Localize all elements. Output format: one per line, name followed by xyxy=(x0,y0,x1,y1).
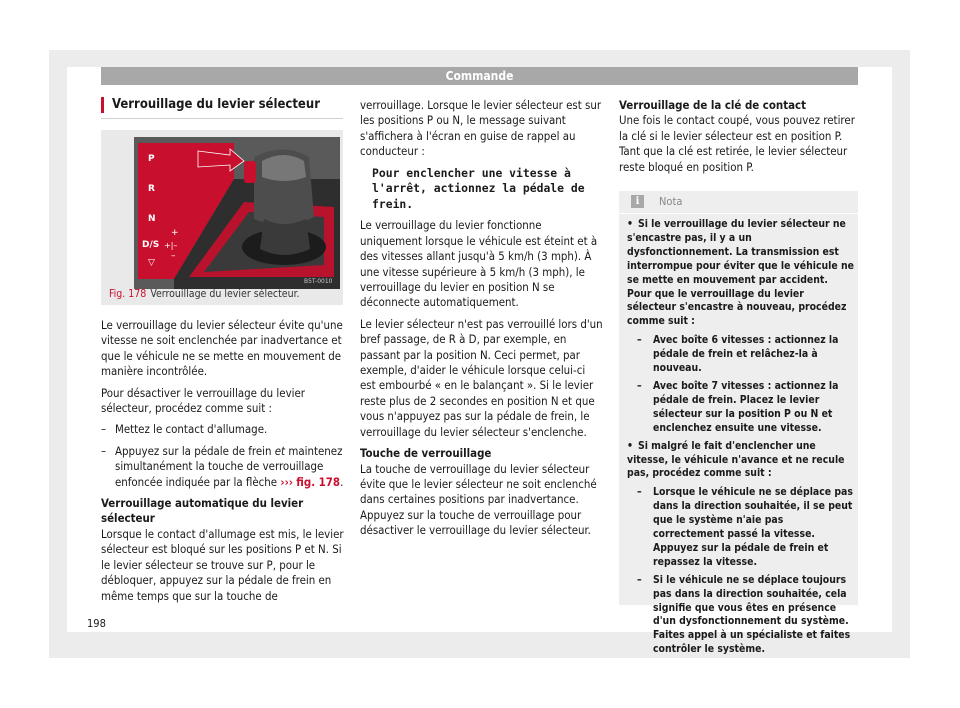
subheading: Verrouillage de la clé de contact xyxy=(619,98,806,112)
note-title: Nota xyxy=(659,195,683,208)
note-subitem: – Si le véhicule ne se déplace toujours pas dans la direction souhaitée, cela signifie que vous êtes en présence d'un dysfonctionnement du système. Faites appel à un spécialiste et faites contrôler le système. xyxy=(627,574,855,657)
note-header xyxy=(619,191,858,214)
paragraph: Lorsque le contact d'allumage est mis, le levier sélecteur est bloqué sur les positions P et N. Si le levier sélecteur se trouve sur P, pour le débloquer, appuyez sur la pédale de frein en même temps que sur la touche de xyxy=(101,526,344,603)
tip-label: +|– xyxy=(164,241,178,250)
note-body xyxy=(627,218,855,661)
subheading: Touche de verrouillage xyxy=(360,446,492,461)
column-3 xyxy=(619,98,859,181)
figure-label: Fig. 178 xyxy=(109,288,147,300)
gear-letter-p: P xyxy=(148,154,155,164)
paragraph: Le verrouillage du levier sélecteur évite qu'une vitesse ne soit enclenchée par inadvertance et que le véhicule ne se mette en mouvement de manière incontrôlée. xyxy=(101,318,343,379)
paragraph: verrouillage. Lorsque le levier sélecteur est sur les positions P ou N, le message suivant s'affichera à l'écran en guise de rappel au conducteur : xyxy=(360,98,602,159)
gear-letter-down: ▽ xyxy=(148,258,155,268)
figure-code: B5T-0010 xyxy=(304,278,333,285)
gear-letter-r: R xyxy=(148,184,155,194)
note-bullet: • Si malgré le fait d'enclencher une vitesse, le véhicule n'avance et ne recule pas, procédez comme suit : xyxy=(627,440,855,482)
figure-caption-text: Verrouillage du levier sélecteur. xyxy=(150,288,300,300)
gear-selector-illustration xyxy=(134,137,340,289)
paragraph: Le verrouillage du levier fonctionne uniquement lorsque le véhicule est éteint et à des vitesses allant jusqu'à 5 km/h (3 mph). À une vitesse supérieure à 5 km/h (3 mph), le verrouillage du levier en position N se déconnecte automatiquement. xyxy=(360,218,598,310)
note-subitem: – Avec boîte 7 vitesses : actionnez la pédale de frein. Placez le levier sélecteur sur la position P ou N et enclenchez ensuite une vitesse. xyxy=(627,380,855,436)
gear-letter-ds: D/S xyxy=(142,240,160,250)
note-bullet: • Si le verrouillage du levier sélecteur ne s'encastre pas, il y a un dysfonctionnement. La transmission est interrompue pour éviter que le véhicule ne se mette en mouvement par accident. Pour que le verrouillage du levier sélecteur s'encastre à nouveau, procédez comme suit : xyxy=(627,218,855,329)
display-message: Pour enclencher une vitesse à l'arrêt, actionnez la pédale de frein. xyxy=(372,165,585,211)
step-item xyxy=(101,444,344,490)
note-subitem: – Lorsque le véhicule ne se déplace pas dans la direction souhaitée, il se peut que le système n'aie pas correctement passé la vitesse. Appuyez sur la pédale de frein et repassez la vitesse. xyxy=(627,486,855,569)
column-2 xyxy=(360,98,603,545)
subheading: Verrouillage automatique du levier sélecteur xyxy=(101,496,304,526)
step-emphasis: et xyxy=(274,443,286,458)
step-text: Appuyez sur la pédale de frein xyxy=(115,443,275,458)
paragraph: La touche de verrouillage du levier sélecteur évite que le levier sélecteur ne soit enclenché dans certaines positions par inadvertance. Appuyez sur la touche de verrouillage pour désactiver le verrouillage du levier sélecteur. xyxy=(360,461,597,538)
column-1 xyxy=(101,318,344,610)
figure-178 xyxy=(101,130,343,305)
xref-arrow-icon: ››› xyxy=(280,474,294,489)
page-number: 198 xyxy=(87,617,106,630)
lock-button xyxy=(244,161,256,183)
figure-link[interactable]: fig. 178 xyxy=(296,474,341,489)
step-item: – Mettez le contact d'allumage. xyxy=(101,422,344,437)
note-subitem: – Avec boîte 6 vitesses : actionnez la pédale de frein et relâchez-la à nouveau. xyxy=(627,334,855,376)
paragraph: Pour désactiver le verrouillage du levier sélecteur, procédez comme suit : xyxy=(101,385,306,416)
plus-label: + xyxy=(171,228,179,238)
note-box xyxy=(619,191,858,656)
minus-label: – xyxy=(171,251,176,261)
info-icon: i xyxy=(631,195,644,208)
figure-caption xyxy=(109,288,300,300)
step-text: maintenez simultanément la touche de verrouillage enfoncée indiquée par la flèche xyxy=(115,443,343,489)
paragraph: Le levier sélecteur n'est pas verrouillé lors d'un bref passage, de R à D, par exemple, en passant par la position N. Ceci permet, par exemple, d'aider le véhicule lorsque celui-ci est embourbé « en le balançant ». Si le levier reste plus de 2 secondes en position N et que vous n'appuyez pas sur la pédale de frein, le verrouillage du levier sélecteur s'enclenche. xyxy=(360,316,603,439)
step-text: . xyxy=(340,474,344,489)
section-title: Verrouillage du levier sélecteur xyxy=(101,97,354,113)
paragraph: Une fois le contact coupé, vous pouvez retirer la clé si le levier sélecteur est en position P. Tant que la clé est retirée, le levier sélecteur reste bloqué en position P. xyxy=(619,113,855,174)
chapter-header: Commande xyxy=(101,67,858,85)
gear-letter-n: N xyxy=(148,214,156,224)
title-divider xyxy=(101,118,343,119)
